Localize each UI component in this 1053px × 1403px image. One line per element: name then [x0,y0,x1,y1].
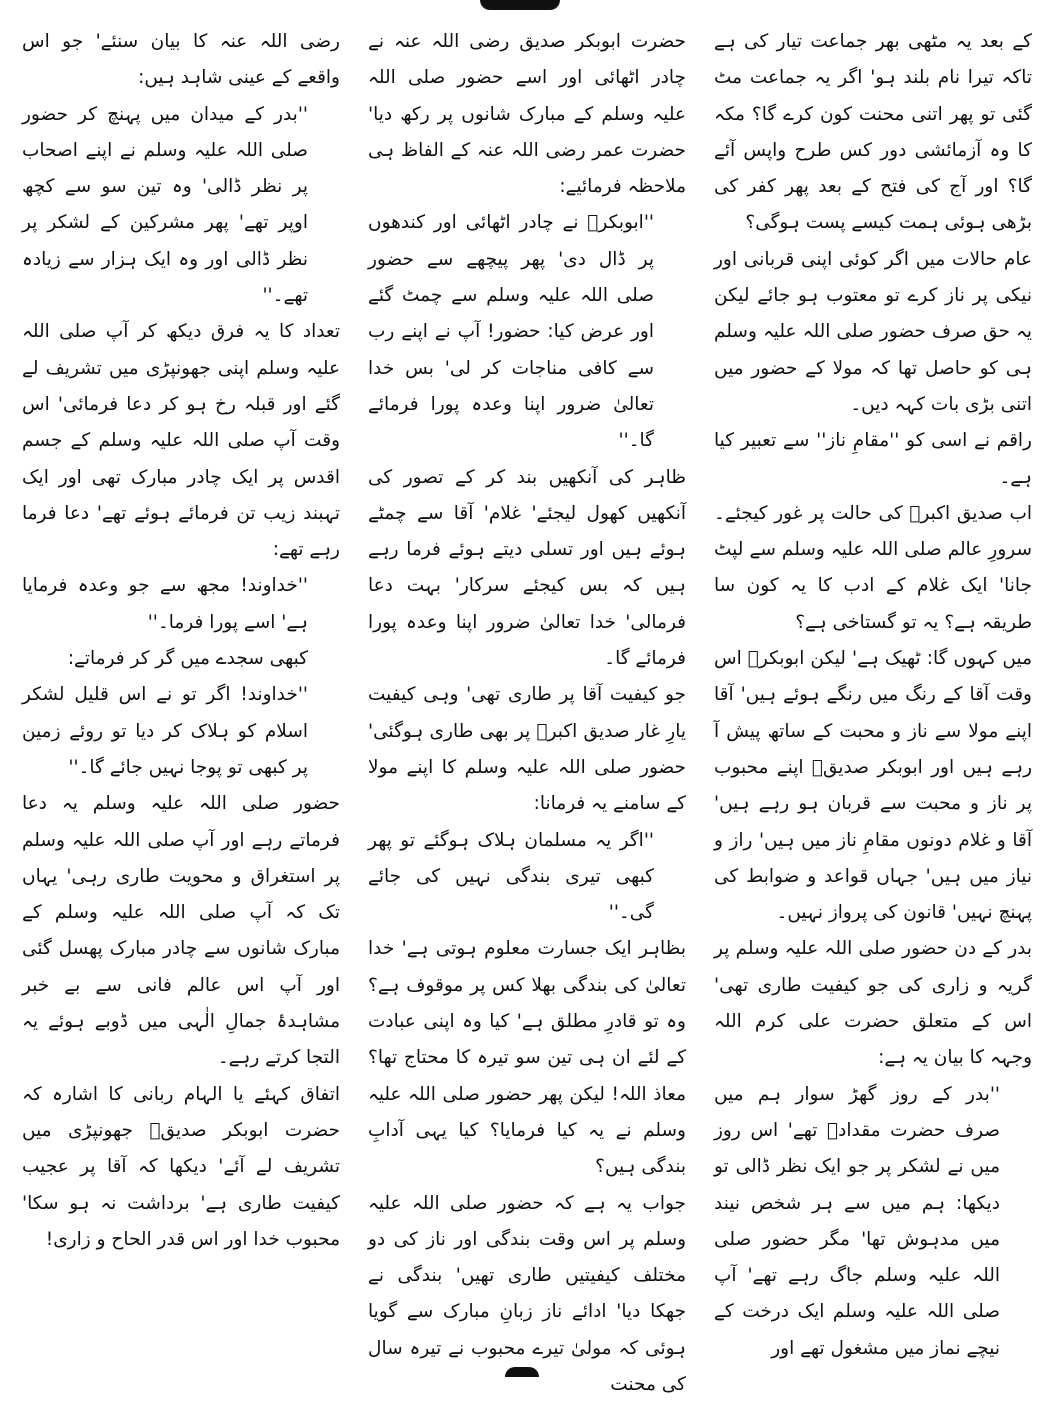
paragraph: اب صدیق اکبرؓ کی حالت پر غور کیجئے۔ سرورِ عالم صلی اللہ علیہ وسلم سے لپٹ جانا' ایک غلام کے ادب کا یہ کون سا طریقہ ہے؟ یہ تو گستاخی ہے؟ [714,496,1032,641]
paragraph: کے بعد یہ مٹھی بھر جماعت تیار کی ہے تاکہ تیرا نام بلند ہو' اگر یہ جماعت مٹ گئی تو پھر اتنی محنت کون کرے گا؟ مکہ کا وہ آزمائشی دور کس طرح واپس آئے گا؟ اور آج کی فتح کے بعد پھر کفر کی بڑھی ہوئی ہمت کیسے پست ہوگی؟ [714,24,1032,242]
document-page [22,24,1032,1364]
paragraph: میں کہوں گا: ٹھیک ہے' لیکن ابوبکرؓ اس وقت آقا کے رنگ میں رنگے ہوئے ہیں' آقا اپنے مولا سے ناز و محبت کے ساتھ پیش آ رہے ہیں اور ابوبکر صدیقؓ اپنے محبوب پر ناز و محبت سے قربان ہو رہے ہیں' آقا و غلام دونوں مقامِ ناز میں ہیں' راز و نیاز میں ہیں' جہاں قواعد و ضوابط کی پہنچ نہیں' قانون کی پرواز نہیں۔ [714,641,1032,931]
paragraph: بدر کے دن حضور صلی اللہ علیہ وسلم پر گریہ و زاری کی جو کیفیت طاری تھی' اس کے متعلق حضرت علی کرم اللہ وجہہ کا بیان یہ ہے: [714,931,1032,1076]
quotation-block: ''ابوبکرؓ نے چادر اٹھائی اور کندھوں پر ڈال دی' پھر پیچھے سے حضور صلی اللہ علیہ وسلم سے چمٹ گئے اور عرض کیا: حضور! آپ نے اپنے رب سے کافی مناجات کر لی' بس خدا تعالیٰ ضرور اپنا وعدہ پورا فرمائے گا۔'' [368,205,654,459]
quotation-block: ''خداوند! مجھ سے جو وعدہ فرمایا ہے' اسے پورا فرما۔'' [22,568,308,641]
quotation-block: ''خداوند! اگر تو نے اس قلیل لشکر اسلام کو ہلاک کر دیا تو روئے زمین پر کبھی تو پوجا نہیں جائے گا۔'' [22,677,308,786]
quotation-block: کبھی سجدے میں گر کر فرماتے: [22,641,308,677]
page-bottom-mark [505,1367,539,1377]
paragraph: حضور صلی اللہ علیہ وسلم یہ دعا فرماتے رہے اور آپ صلی اللہ علیہ وسلم پر استغراق و محویت طاری رہی' یہاں تک کہ آپ صلی اللہ علیہ وسلم کے مبارک شانوں سے چادر مبارک پھسل گئی اور آپ اس عالم فانی سے بے خبر مشاہدۂ جمالِ الٰہی میں ڈوبے ہوئے یہ التجا کرتے رہے۔ [22,786,340,1076]
quotation-block: ''بدر کے میدان میں پہنچ کر حضور صلی اللہ علیہ وسلم نے اپنے اصحاب پر نظر ڈالی' وہ تین سو سے کچھ اوپر تھے' پھر مشرکین کے لشکر پر نظر ڈالی اور وہ ایک ہزار سے زیادہ تھے۔'' [22,97,308,315]
page-top-mark [480,0,560,10]
paragraph: رضی اللہ عنہ کا بیان سنئے' جو اس واقعے کے عینی شاہد ہیں: [22,24,340,97]
paragraph: اتفاق کہئے یا الہام ربانی کا اشارہ کہ حضرت ابوبکر صدیقؓ جھونپڑی میں تشریف لے آئے' دیکھا کہ آقا پر عجیب کیفیت طاری ہے' برداشت نہ ہو سکا' محبوب خدا اور اس قدر الحاح و زاری! [22,1077,340,1258]
paragraph: ظاہر کی آنکھیں بند کر کے تصور کی آنکھیں کھول لیجئے' غلام' آقا سے چمٹے ہوئے ہیں اور تسلی دیتے ہوئے فرما رہے ہیں کہ بس کیجئے سرکار' بہت دعا فرمالی' خدا تعالیٰ ضرور اپنا وعدہ پورا فرمائے گا۔ [368,460,686,678]
quotation-block: ''اگر یہ مسلمان ہلاک ہوگئے تو پھر کبھی تیری بندگی نہیں کی جائے گی۔'' [368,823,654,932]
paragraph: حضرت ابوبکر صدیق رضی اللہ عنہ نے چادر اٹھائی اور اسے حضور صلی اللہ علیہ وسلم کے مبارک شانوں پر رکھ دیا' حضرت عمر رضی اللہ عنہ کے الفاظ ہی ملاحظہ فرمائیے: [368,24,686,205]
paragraph: تعداد کا یہ فرق دیکھ کر آپ صلی اللہ علیہ وسلم اپنی جھونپڑی میں تشریف لے گئے اور قبلہ رخ ہو کر دعا فرمائی' اس وقت آپ صلی اللہ علیہ وسلم کے جسم اقدس پر ایک چادر مبارک تھی اور ایک تہبند زیب تن فرمائے ہوئے تھے' دعا فرما رہے تھے: [22,314,340,568]
paragraph: بظاہر ایک جسارت معلوم ہوتی ہے' خدا تعالیٰ کی بندگی بھلا کس پر موقوف ہے؟ وہ تو قادرِ مطلق ہے' کیا وہ اپنی عبادت کے لئے ان ہی تین سو تیرہ کا محتاج تھا؟ معاذ اللہ! لیکن پھر حضور صلی اللہ علیہ وسلم نے یہ کیا فرمایا؟ کیا یہی آدابِ بندگی ہیں؟ [368,931,686,1185]
quotation-block: ''بدر کے روز گھڑ سوار ہم میں صرف حضرت مقدادؓ تھے' اس روز میں نے لشکر پر جو ایک نظر ڈالی تو دیکھا: ہم میں سے ہر شخص نیند میں مدہوش تھا' مگر حضور صلی اللہ علیہ وسلم جاگ رہے تھے' آپ صلی اللہ علیہ وسلم ایک درخت کے نیچے نماز میں مشغول تھے اور [714,1077,1000,1367]
column-right [22,24,340,1364]
paragraph: راقم نے اسی کو ''مقامِ ناز'' سے تعبیر کیا ہے۔ [714,423,1032,496]
column-middle [368,24,686,1364]
paragraph: عام حالات میں اگر کوئی اپنی قربانی اور نیکی پر ناز کرے تو معتوب ہو جائے لیکن یہ حق صرف حضور صلی اللہ علیہ وسلم ہی کو حاصل تھا کہ مولا کے حضور میں اتنی بڑی بات کہہ دیں۔ [714,242,1032,423]
paragraph: جو کیفیت آقا پر طاری تھی' وہی کیفیت یارِ غار صدیق اکبرؓ پر بھی طاری ہوگئی' حضور صلی اللہ علیہ وسلم کا اپنے مولا کے سامنے یہ فرمانا: [368,677,686,822]
paragraph: جواب یہ ہے کہ حضور صلی اللہ علیہ وسلم پر اس وقت بندگی اور ناز کی دو مختلف کیفیتیں طاری تھیں' بندگی نے جھکا دیا' ادائے ناز زبانِ مبارک سے گویا ہوئی کہ مولیٰ تیرے محبوب نے تیرہ سال کی محنت [368,1186,686,1403]
column-left [714,24,1032,1364]
